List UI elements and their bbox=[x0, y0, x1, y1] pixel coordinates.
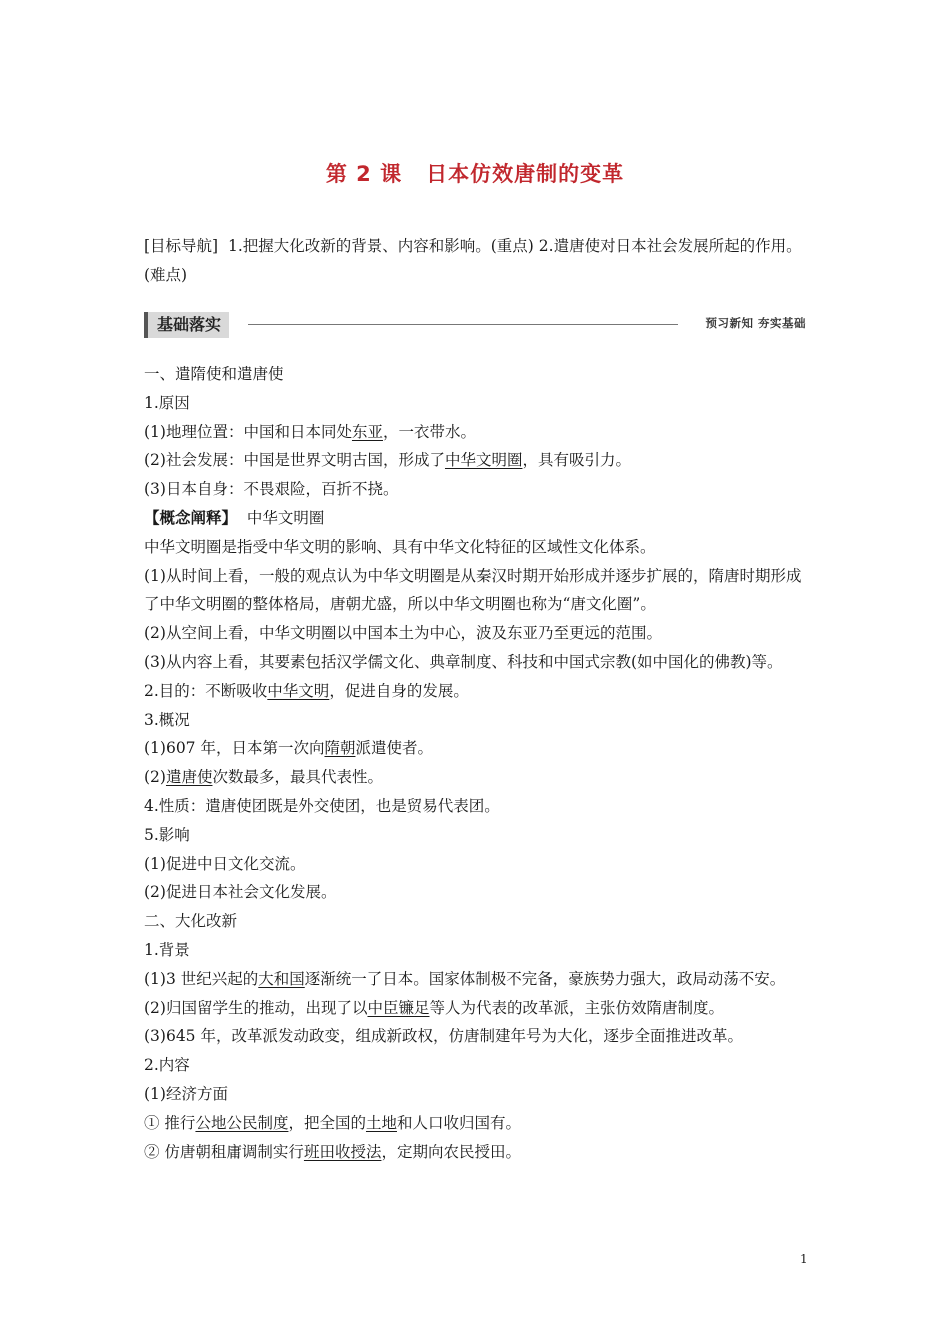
text-run: 逐渐统一了日本。国家体制极不完备，豪族势力强大，政局动荡不安。 bbox=[304, 969, 786, 988]
key-term: 中华文明 bbox=[267, 681, 330, 700]
banner-divider bbox=[248, 324, 678, 325]
page-number: 1 bbox=[800, 1252, 808, 1266]
subheading: 2.内容 bbox=[144, 1056, 190, 1075]
text-run: ，具有吸引力。 bbox=[522, 451, 631, 470]
list-item: (1)促进中日文化交流。 bbox=[144, 854, 306, 873]
text-run: 等人为代表的改革派，主张仿效隋唐制度。 bbox=[429, 998, 724, 1017]
section-subtitle: 预习新知 夯实基础 bbox=[705, 316, 806, 330]
list-item: (2)促进日本社会文化发展。 bbox=[144, 883, 337, 902]
text-run: (1)地理位置：中国和日本同处 bbox=[144, 422, 352, 441]
list-item: (3)645 年，改革派发动政变，组成新政权，仿唐制建年号为大化，逐步全面推进改革。 bbox=[144, 1027, 743, 1046]
paragraph: (1)从时间上看，一般的观点认为中华文明圈是从秦汉时期开始形成并逐步扩展的，隋唐时期形成了中华文明圈的整体格局，唐朝尤盛，所以中华文明圈也称为“唐文化圈”。 bbox=[144, 566, 802, 614]
text-run: ① 推行 bbox=[144, 1113, 196, 1132]
goal-text: 1.把握大化改新的背景、内容和影响。(重点) 2.遣唐使对日本社会发展所起的作用。(难点) bbox=[144, 237, 802, 284]
subheading: 1.原因 bbox=[144, 393, 190, 412]
paragraph: 中华文明圈是指受中华文明的影响、具有中华文化特征的区域性文化体系。 bbox=[144, 537, 656, 556]
text-run: ，促进自身的发展。 bbox=[329, 681, 469, 700]
list-item bbox=[144, 763, 810, 792]
list-item bbox=[144, 965, 810, 994]
list-item: (1)经济方面 bbox=[144, 1084, 228, 1103]
subheading: 1.背景 bbox=[144, 940, 190, 959]
key-term: 东亚 bbox=[351, 422, 383, 441]
text-run: 派遣使者。 bbox=[355, 739, 433, 758]
key-term: 土地 bbox=[365, 1113, 397, 1132]
subheading: 3.概况 bbox=[144, 710, 190, 729]
section-banner bbox=[144, 312, 810, 338]
list-item bbox=[144, 1109, 810, 1138]
paragraph: (2)从空间上看，中华文明圈以中国本土为中心，波及东亚乃至更远的范围。 bbox=[144, 624, 662, 643]
key-term: 中华文明圈 bbox=[444, 451, 523, 470]
text-run: 次数最多，最具代表性。 bbox=[212, 768, 383, 787]
concept-name: 中华文明圈 bbox=[246, 508, 325, 527]
text-run: 和人口收归国有。 bbox=[396, 1113, 521, 1132]
learning-goals bbox=[144, 232, 810, 290]
key-term: 遣唐使 bbox=[165, 768, 213, 787]
subheading: 5.影响 bbox=[144, 825, 190, 844]
list-item: (3)日本自身：不畏艰险，百折不挠。 bbox=[144, 480, 399, 499]
text-run: (2)归国留学生的推动，出现了以 bbox=[144, 998, 368, 1017]
heading-2: 二、大化改新 bbox=[144, 912, 238, 931]
text-run: 2.目的：不断吸收 bbox=[144, 681, 268, 700]
text-run: ② 仿唐朝租庸调制实行 bbox=[144, 1142, 304, 1161]
section-label: 基础落实 bbox=[144, 312, 229, 338]
lesson-title bbox=[0, 158, 950, 188]
key-term: 公地公民制度 bbox=[195, 1113, 289, 1132]
key-term: 大和国 bbox=[258, 969, 305, 988]
lesson-content bbox=[144, 360, 810, 1166]
text-run: ，一衣带水。 bbox=[382, 422, 476, 441]
list-item bbox=[144, 994, 810, 1023]
list-item bbox=[144, 677, 810, 706]
lesson-number: 第 2 课 bbox=[325, 162, 403, 186]
key-term: 中臣镰足 bbox=[367, 998, 430, 1017]
list-item bbox=[144, 446, 810, 475]
goal-label: [目标导航] bbox=[144, 237, 219, 255]
text-run: ，定期向农民授田。 bbox=[381, 1142, 521, 1161]
text-run: ，把全国的 bbox=[288, 1113, 366, 1132]
key-term: 隋朝 bbox=[324, 739, 356, 758]
list-item bbox=[144, 418, 810, 447]
concept-label: 【概念阐释】 bbox=[144, 507, 238, 527]
list-item bbox=[144, 734, 810, 763]
text-run: (1)607 年，日本第一次向 bbox=[144, 739, 325, 758]
list-item: 4.性质：遣唐使团既是外交使团，也是贸易代表团。 bbox=[144, 796, 500, 815]
paragraph: (3)从内容上看，其要素包括汉学儒文化、典章制度、科技和中国式宗教(如中国化的佛教)等。 bbox=[144, 652, 783, 671]
text-run: (1)3 世纪兴起的 bbox=[144, 969, 259, 988]
lesson-name: 日本仿效唐制的变革 bbox=[426, 162, 625, 186]
text-run: (2)社会发展：中国是世界文明古国，形成了 bbox=[144, 451, 445, 470]
key-term: 班田收授法 bbox=[303, 1142, 382, 1161]
heading-1: 一、遣隋使和遣唐使 bbox=[144, 365, 284, 383]
concept-heading bbox=[144, 504, 810, 533]
list-item bbox=[144, 1138, 810, 1167]
text-run: (2) bbox=[144, 768, 166, 787]
